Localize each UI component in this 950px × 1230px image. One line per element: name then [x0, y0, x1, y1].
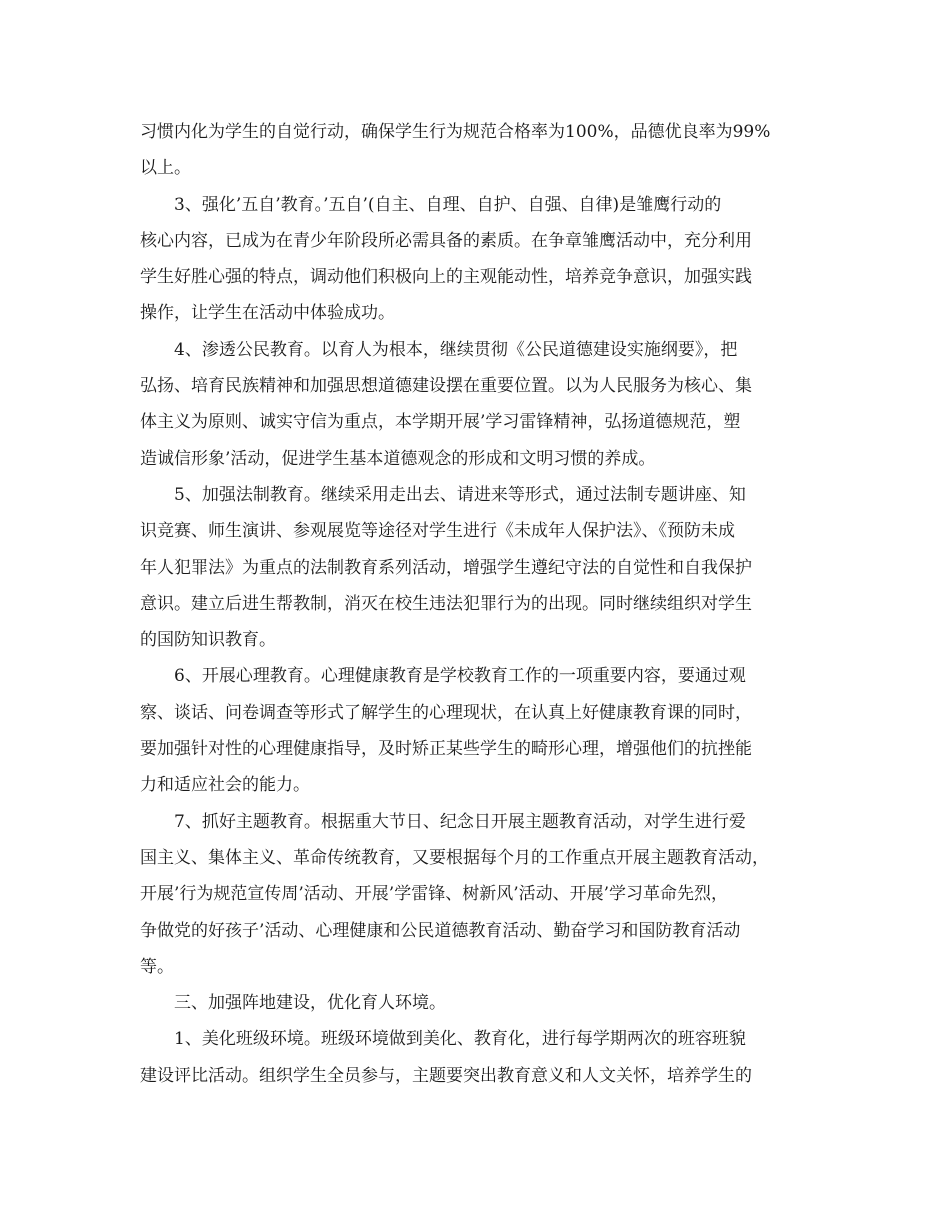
- text-line: 以上。: [140, 158, 191, 179]
- text-line: 核心内容，已成为在青少年阶段所必需具备的素质。在争章雏鹰活动中，充分利用: [140, 230, 752, 251]
- text-line: 学生好胜心强的特点，调动他们积极向上的主观能动性，培养竞争意识，加强实践: [140, 267, 752, 288]
- text-line: 力和适应社会的能力。: [140, 775, 310, 796]
- text-line: 体主义为原则、诚实守信为重点，本学期开展’学习雷锋精神，弘扬道德规范，塑: [140, 412, 741, 433]
- text-line: 意识。建立后进生帮教制，消灭在校生违法犯罪行为的出现。同时继续组织对学生: [140, 593, 752, 614]
- text-line: 5、加强法制教育。继续采用走出去、请进来等形式，通过法制专题讲座、知: [174, 484, 746, 505]
- text-line: 等。: [140, 956, 174, 977]
- text-line: 3、强化’五自’教育。’五自’(自主、自理、自护、自强、自律)是雏鹰行动的: [174, 194, 722, 215]
- text-line: 年人犯罪法》为重点的法制教育系列活动，增强学生遵纪守法的自觉性和自我保护: [140, 557, 752, 578]
- text-line: 国主义、集体主义、革命传统教育，又要根据每个月的工作重点开展主题教育活动，: [140, 847, 769, 868]
- text-line: 6、开展心理教育。心理健康教育是学校教育工作的一项重要内容，要通过观: [174, 666, 746, 687]
- text-line: 的国防知识教育。: [140, 630, 276, 651]
- text-line: 4、渗透公民教育。以育人为根本，继续贯彻《公民道德建设实施纲要》，把: [174, 339, 738, 360]
- text-line: 造诚信形象’活动，促进学生基本道德观念的形成和文明习惯的养成。: [140, 448, 656, 469]
- text-line: 察、谈话、问卷调查等形式了解学生的心理现状，在认真上好健康教育课的同时，: [140, 702, 752, 723]
- text-line: 要加强针对性的心理健康指导，及时矫正某些学生的畸形心理，增强他们的抗挫能: [140, 739, 752, 760]
- text-line: 开展’行为规范宣传周’活动、开展’学雷锋、树新风’活动、开展’学习革命先烈，: [140, 884, 729, 905]
- text-line: 7、抓好主题教育。根据重大节日、纪念日开展主题教育活动，对学生进行爱: [174, 811, 746, 832]
- text-line: 建设评比活动。组织学生全员参与，主题要突出教育意义和人文关怀，培养学生的: [140, 1065, 752, 1086]
- text-line: 识竞赛、师生演讲、参观展览等途径对学生进行《未成年人保护法》、《预防未成: [140, 521, 735, 542]
- text-line: 1、美化班级环境。班级环境做到美化、教育化，进行每学期两次的班容班貌: [174, 1029, 746, 1050]
- text-line: 操作，让学生在活动中体验成功。: [140, 303, 395, 324]
- text-line: 争做党的好孩子’活动、心理健康和公民道德教育活动、勤奋学习和国防教育活动: [140, 920, 741, 941]
- text-line: 弘扬、培育民族精神和加强思想道德建设摆在重要位置。以为人民服务为核心、集: [140, 376, 752, 397]
- text-line: 习惯内化为学生的自觉行动，确保学生行为规范合格率为100%，品德优良率为99%: [140, 122, 771, 142]
- section-heading: 三、加强阵地建设，优化育人环境。: [174, 993, 446, 1014]
- document-body: [140, 114, 820, 1094]
